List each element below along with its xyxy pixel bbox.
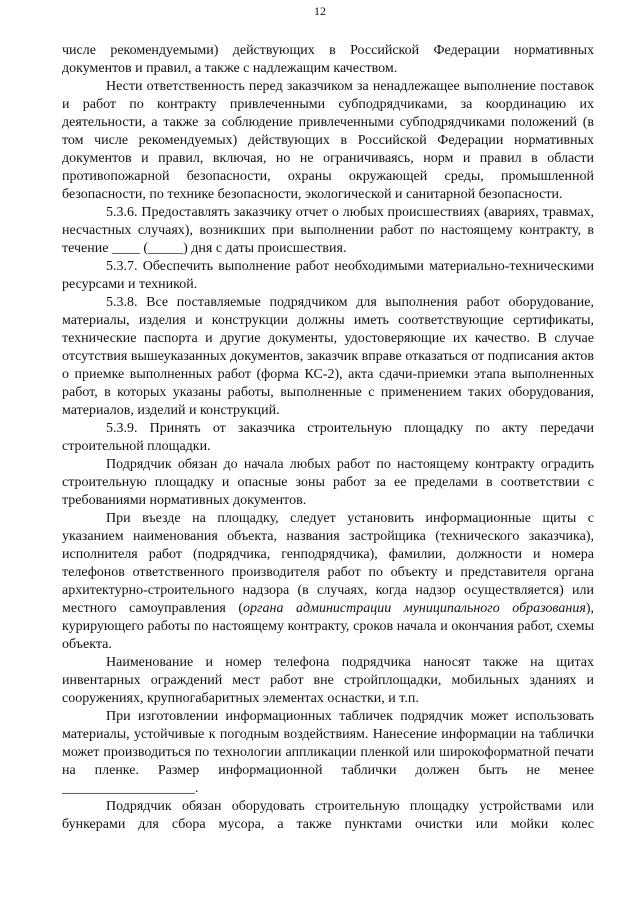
paragraph-clause-5-3-7: 5.3.7. Обеспечить выполнение работ необходимыми материально-техническими ресурсами и техникой. — [62, 259, 594, 292]
paragraph-information-boards-text-after: ), курирующего работы по настоящему контракту, сроков начала и окончания работ, схемы объекта. — [62, 601, 594, 652]
paragraph-subcontractor-responsibility: Нести ответственность перед заказчиком за ненадлежащее выполнение поставок и работ по контракту привлеченными субподрядчиками, за координацию их деятельности, а также за соблюдение привлеченными субподрядчиками положений (в том числе рекомендуемых) действующих в Российской Федерации нормативных документов и правил, включая, но не ограничиваясь, норм и правил в области противопожарной безопасности, охраны окружающей среды, промышленной безопасности, по технике безопасности, экологической и санитарной безопасности. — [62, 79, 594, 202]
paragraph-site-fencing: Подрядчик обязан до начала любых работ по настоящему контракту оградить строительную площадку и опасные зоны работ за ее пределами в соответствии с требованиями нормативных документов. — [62, 457, 594, 508]
paragraph-information-plates: При изготовлении информационных табличек подрядчик может использовать материалы, устойчивые к погодным воздействиям. Нанесение информации на таблички может производиться по технологии аппликации пленкой или широкоформатной печати на пленке. Размер информационной таблички должен быть не менее ___________________. — [62, 709, 594, 796]
paragraph-clause-5-3-8: 5.3.8. Все поставляемые подрядчиком для выполнения работ оборудование, материалы, изделия и конструкции должны иметь соответствующие сертификаты, технические паспорта и другие документы, удостоверяющие их качество. В случае отсутствия вышеуказанных документов, заказчик вправе отказаться от подписания актов о приемке выполненных работ (форма КС-2), акта сдачи-приемки этапа выполненных работ, в которых указаны работы, выполненные с применением таких оборудования, материалов, изделий и конструкций. — [62, 295, 594, 418]
paragraph-clause-5-3-6: 5.3.6. Предоставлять заказчику отчет о любых происшествиях (авариях, травмах, несчастных случаях), возникших при выполнении работ по настоящему контракту, в течение ____ (_____) дня с даты происшествия. — [62, 205, 594, 256]
paragraph-waste-collection: Подрядчик обязан оборудовать строительную площадку устройствами или бункерами для сбора мусора, а также пунктами очистки или мойки колес — [62, 799, 594, 832]
page-number: 12 — [314, 4, 326, 18]
paragraph-clause-5-3-9: 5.3.9. Принять от заказчика строительную площадку по акту передачи строительной площадки. — [62, 421, 594, 454]
paragraph-continuation: числе рекомендуемыми) действующих в Российской Федерации нормативных документов и правил, а также с надлежащим качеством. — [62, 43, 594, 76]
paragraph-information-boards-italic: органа администрации муниципального образования — [243, 601, 586, 616]
paragraph-information-boards-text-before: При въезде на площадку, следует установить информационные щиты с указанием наименования объекта, названия застройщика (технического заказчика), исполнителя работ (подрядчика, генподрядчика), фамилии, должности и номера телефонов ответственного производителя работ по объекту и представителя органа архитектурно-строительного надзора (в случаях, когда надзор осуществляется) или местного самоуправления ( — [62, 511, 594, 616]
paragraph-information-boards — [62, 510, 594, 654]
document-body — [62, 42, 594, 834]
paragraph-contractor-phone: Наименование и номер телефона подрядчика наносят также на щитах инвентарных ограждений мест работ вне стройплощадки, мобильных зданиях и сооружениях, крупногабаритных элементах оснастки, и т.п. — [62, 655, 594, 706]
